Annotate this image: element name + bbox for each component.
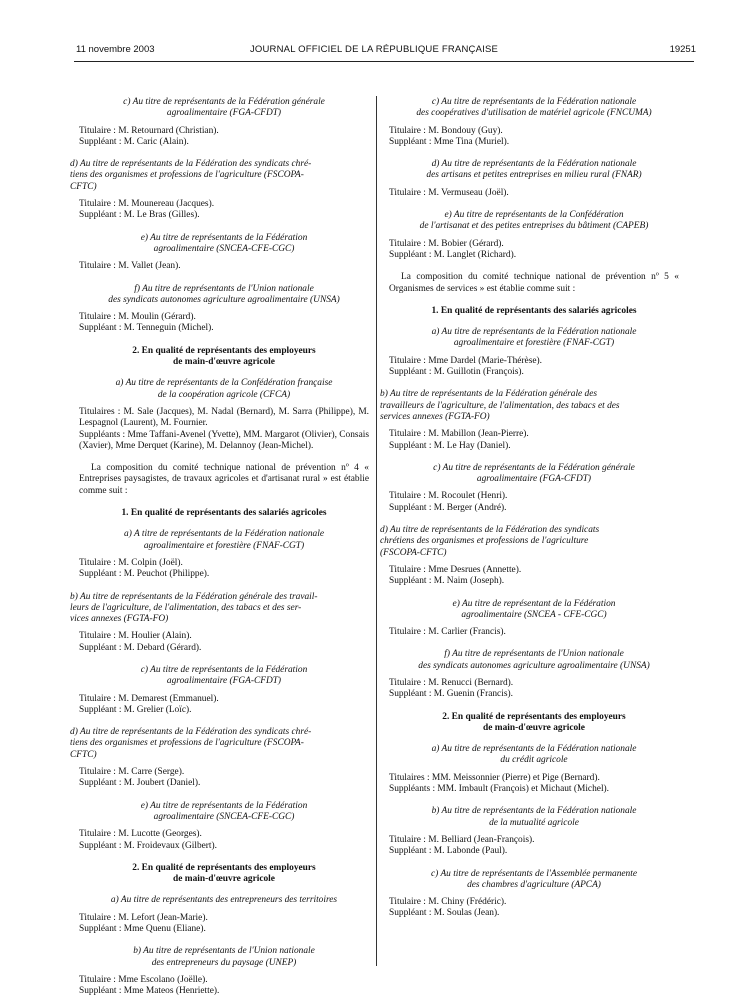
section-title: 2. En qualité de représentants des employeurs de main-d'œuvre agricole (132, 345, 316, 368)
member-list: Titulaire : M. Bobier (Gérard). Suppléant : M. Langlet (Richard). (389, 238, 517, 260)
page-header (0, 44, 748, 60)
right-column (380, 97, 679, 920)
composition-paragraph: La composition du comité technique national de prévention nº 5 « Organismes de services » est établie comme suit : (389, 272, 679, 294)
section-title: 2. En qualité de représentants des employeurs de main-d'œuvre agricole (132, 862, 316, 885)
section-heading: b) Au titre de représentants de la Fédération générale des travailleurs de l'agriculture, de l'alimentation, des tabacs et des services annexes (FGTA-FO) (380, 389, 620, 422)
member-list: Titulaire : Mme Desrues (Annette). Suppléant : M. Naim (Joseph). (389, 564, 522, 587)
left-column (70, 97, 369, 998)
section-heading: b) Au titre de représentants de la Fédération nationale de la mutualité agricole (431, 806, 637, 828)
member-list: Titulaires : MM. Meissonnier (Pierre) et Pige (Bernard). Suppléants : MM. Imbault (François) et Michaut (Michel). (389, 772, 610, 795)
member-list: Titulaire : M. Belliard (Jean-François). Suppléant : M. Labonde (Paul). (389, 834, 535, 857)
member-list: Titulaire : M. Mabillon (Jean-Pierre). Suppléant : M. Le Hay (Daniel). (389, 429, 529, 451)
member-list: Titulaire : M. Carlier (Francis). (389, 627, 506, 638)
member-list: Titulaire : M. Demarest (Emmanuel). Suppléant : M. Grelier (Loïc). (79, 693, 219, 715)
section-heading: a) Au titre de représentants des entrepreneurs des territoires (110, 895, 338, 906)
section-title: 1. En qualité de représentants des salariés agricoles (121, 508, 327, 519)
journal-title: JOURNAL OFFICIEL DE LA RÉPUBLIQUE FRANÇAISE (249, 44, 499, 55)
member-list: Titulaires : M. Sale (Jacques), M. Nadal (Bernard), M. Sarra (Philippe), M. Lespagnol (Laurent), M. Fournier. Suppléants : Mme Taffani-Avenel (Yvette), MM. Margarot (Olivier), Consais (Xavier), Mme Derquet (Karine), M. Delannoy (Jean-Michel). (79, 406, 369, 451)
section-heading: b) Au titre de représentants de la Fédération générale des travail- leurs de l'agriculture, de l'alimentation, des tabacs et des ser- vices annexes (FGTA-FO) (70, 591, 318, 625)
section-heading: c) Au titre de représentants de la Fédération nationale des coopératives d'utilisation de matériel agricole (FNCUMA) (416, 97, 652, 119)
member-list: Titulaire : M. Renucci (Bernard). Suppléant : M. Guenin (Francis). (389, 677, 514, 700)
member-list: Titulaire : M. Bondouy (Guy). Suppléant : Mme Tina (Muriel). (389, 125, 510, 147)
section-heading: b) Au titre de représentants de l'Union nationale des entrepreneurs du paysage (UNEP) (133, 946, 315, 968)
section-heading: e) Au titre de représentant de la Fédération agroalimentaire (SNCEA - CFE-CGC) (452, 598, 616, 620)
header-rule (74, 61, 694, 62)
member-list: Titulaire : M. Moulin (Gérard). Suppléant : M. Tenneguin (Michel). (79, 312, 214, 334)
member-list: Titulaire : M. Chiny (Frédéric). Suppléant : M. Soulas (Jean). (389, 897, 507, 919)
section-heading: d) Au titre de représentants de la Fédération nationale des artisans et petites entreprises en milieu rural (FNAR) (426, 159, 642, 181)
member-list: Titulaire : M. Lefort (Jean-Marie). Suppléant : Mme Quenu (Eliane). (79, 912, 208, 935)
section-heading: e) Au titre de représentants de la Fédération agroalimentaire (SNCEA-CFE-CGC) (140, 232, 308, 254)
member-list: Titulaire : Mme Dardel (Marie-Thérèse). Suppléant : M. Guillotin (François). (389, 355, 542, 378)
section-heading: e) Au titre de représentants de la Confédération de l'artisanat et des petites entreprises du bâtiment (CAPEB) (419, 210, 649, 232)
section-heading: f) Au titre de représentants de l'Union nationale des syndicats autonomes agriculture agroalimentaire (UNSA) (108, 283, 340, 305)
member-list: Titulaire : M. Lucotte (Georges). Suppléant : M. Froidevaux (Gilbert). (79, 829, 217, 851)
member-list: Titulaire : M. Vallet (Jean). (79, 261, 181, 272)
member-list: Titulaire : M. Houlier (Alain). Suppléant : M. Debard (Gérard). (79, 631, 202, 653)
member-list: Titulaire : Mme Escolano (Joëlle). Suppléant : Mme Mateos (Henriette). (79, 974, 220, 997)
section-heading: c) Au titre de représentants de la Fédération agroalimentaire (FGA-CFDT) (140, 664, 308, 687)
header-date: 11 novembre 2003 (76, 44, 155, 55)
section-heading: a) Au titre de représentants de la Fédération nationale du crédit agricole (431, 744, 637, 766)
member-list: Titulaire : M. Rocoulet (Henri). Suppléant : M. Berger (André). (389, 491, 508, 513)
member-list: Titulaire : M. Mounereau (Jacques). Suppléant : M. Le Bras (Gilles). (79, 199, 215, 221)
member-list: Titulaire : M. Retournard (Christian). Suppléant : M. Caric (Alain). (79, 125, 219, 147)
section-title: 2. En qualité de représentants des employeurs de main-d'œuvre agricole (442, 711, 626, 733)
section-heading: c) Au titre de représentants de l'Assemblée permanente des chambres d'agriculture (APCA) (430, 868, 638, 890)
member-list: Titulaire : M. Colpin (Joël). Suppléant : M. Peuchot (Philippe). (79, 557, 210, 580)
section-heading: d) Au titre de représentants de la Fédération des syndicats chré- tiens des organismes et professions de l'agriculture (FSCOPA- CFTC) (70, 159, 312, 192)
section-heading: c) Au titre de représentants de la Fédération générale agroalimentaire (FGA-CFDT) (433, 462, 635, 485)
section-title: 1. En qualité de représentants des salariés agricoles (431, 305, 637, 316)
member-list: Titulaire : M. Carre (Serge). Suppléant : M. Joubert (Daniel). (79, 767, 201, 789)
composition-paragraph: La composition du comité technique national de prévention nº 4 « Entreprises paysagistes, de travaux agricoles et d'artisanat rural » est établie comme suit : (79, 463, 369, 496)
page-number: 19251 (669, 44, 696, 55)
section-heading: d) Au titre de représentants de la Fédération des syndicats chré- tiens des organismes et professions de l'agriculture (FSCOPA- CFTC) (70, 727, 312, 760)
section-heading: a) A titre de représentants de la Fédération nationale agroalimentaire et forestière (FNAF-CGT) (124, 529, 324, 551)
section-heading: a) Au titre de représentants de la Fédération nationale agroalimentaire et forestière (FNAF-CGT) (431, 327, 637, 349)
column-divider (376, 96, 377, 966)
section-heading: e) Au titre de représentants de la Fédération agroalimentaire (SNCEA-CFE-CGC) (140, 800, 308, 822)
member-list: Titulaire : M. Vermuseau (Joël). (389, 187, 509, 198)
section-heading: c) Au titre de représentants de la Fédération générale agroalimentaire (FGA-CFDT) (123, 97, 325, 119)
section-heading: f) Au titre de représentants de l'Union nationale des syndicats autonomes agriculture agroalimentaire (UNSA) (418, 649, 650, 671)
section-heading: a) Au titre de représentants de la Confédération française de la coopération agricole (CFCA) (115, 378, 333, 400)
section-heading: d) Au titre de représentants de la Fédération des syndicats chrétiens des organismes et professions de l'agriculture (FSCOPA-CFTC) (380, 525, 600, 558)
